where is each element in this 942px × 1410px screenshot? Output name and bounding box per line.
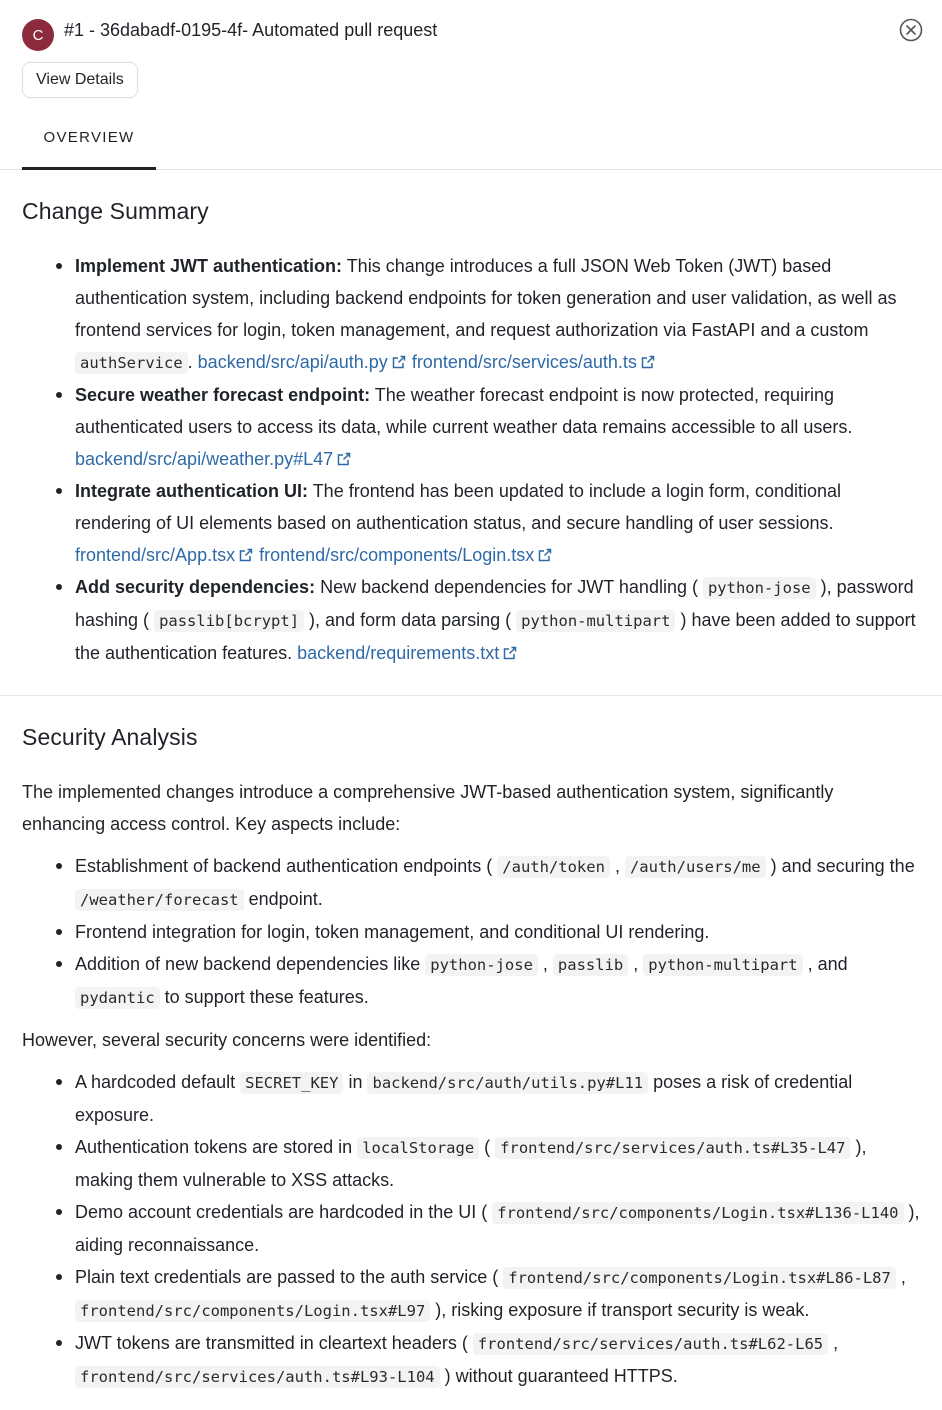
- list-item: [75, 1131, 920, 1196]
- list-item: [75, 1261, 920, 1327]
- file-link[interactable]: backend/requirements.txt: [297, 643, 500, 663]
- list-item: [75, 250, 920, 379]
- item-text: This change introduces a full JSON Web Token (JWT) based authentication system, including backend endpoints for token generation and user validation, as well as frontend services for login, token management, and request authorization via FastAPI and a custom: [75, 256, 897, 340]
- file-link[interactable]: backend/src/api/auth.py: [197, 352, 388, 372]
- list-item: [75, 1196, 920, 1261]
- external-link-icon[interactable]: [537, 547, 553, 563]
- item-text: ,: [609, 856, 625, 876]
- item-text: Frontend integration for login, token management, and conditional UI rendering.: [75, 922, 710, 942]
- item-text: , and: [802, 954, 848, 974]
- security-analysis-section: [0, 696, 942, 1393]
- item-text: .: [187, 352, 198, 372]
- page-title: #1 - 36dabadf-0195-4f- Automated pull request: [64, 20, 438, 40]
- item-text: (: [479, 1137, 496, 1157]
- item-text: The weather forecast endpoint is now protected, requiring authenticated users to access its data, while current weather data remains accessible to all users.: [75, 385, 853, 437]
- inline-code: python-multipart: [516, 610, 675, 632]
- security-intro: The implemented changes introduce a comprehensive JWT-based authentication system, significantly enhancing access control. Key aspects include:: [22, 782, 834, 834]
- inline-code: python-multipart: [643, 954, 802, 976]
- inline-code: frontend/src/services/auth.ts#L93-L104: [75, 1366, 440, 1388]
- item-text: Addition of new backend dependencies like: [75, 954, 426, 974]
- list-item: [75, 1066, 920, 1131]
- list-item: [75, 475, 920, 571]
- item-text: ,: [628, 954, 644, 974]
- inline-code: frontend/src/services/auth.ts#L35-L47: [495, 1137, 850, 1159]
- item-title: Integrate authentication UI:: [75, 481, 309, 501]
- item-text: A hardcoded default: [75, 1072, 241, 1092]
- inline-code: /auth/token: [497, 856, 610, 878]
- inline-code: passlib[bcrypt]: [154, 610, 304, 632]
- tab-overview[interactable]: OVERVIEW: [22, 126, 156, 170]
- close-icon[interactable]: [898, 17, 924, 43]
- inline-code: frontend/src/components/Login.tsx#L97: [75, 1300, 430, 1322]
- item-text: ,: [895, 1267, 906, 1287]
- concerns-list: [22, 1066, 920, 1393]
- file-link[interactable]: frontend/src/services/auth.ts: [411, 352, 637, 372]
- item-text: ), making them vulnerable to XSS attacks.: [75, 1137, 867, 1190]
- inline-code: /auth/users/me: [625, 856, 766, 878]
- list-item: [75, 571, 920, 669]
- item-text: to support these features.: [159, 987, 369, 1007]
- external-link-icon[interactable]: [391, 354, 407, 370]
- external-link-icon[interactable]: [238, 547, 254, 563]
- item-text: ), risking exposure if transport security is weak.: [430, 1300, 810, 1320]
- inline-code: python-jose: [425, 954, 538, 976]
- item-text: endpoint.: [243, 889, 323, 909]
- view-details-button[interactable]: View Details: [22, 62, 138, 98]
- item-text: in: [343, 1072, 368, 1092]
- inline-code: passlib: [553, 954, 628, 976]
- inline-code: frontend/src/services/auth.ts#L62-L65: [473, 1333, 828, 1355]
- inline-code: /weather/forecast: [75, 889, 244, 911]
- item-text: Plain text credentials are passed to the auth service (: [75, 1267, 504, 1287]
- inline-code: backend/src/auth/utils.py#L11: [367, 1072, 648, 1094]
- file-link[interactable]: frontend/src/App.tsx: [75, 545, 236, 565]
- item-title: Implement JWT authentication:: [75, 256, 343, 276]
- change-summary-section: [0, 170, 942, 696]
- inline-code: localStorage: [357, 1137, 479, 1159]
- item-text: ,: [828, 1333, 839, 1353]
- item-text: Demo account credentials are hardcoded in the UI (: [75, 1202, 493, 1222]
- inline-code: python-jose: [703, 577, 816, 599]
- list-item: [75, 379, 920, 475]
- inline-code: frontend/src/components/Login.tsx#L136-L140: [492, 1202, 903, 1224]
- item-text: New backend dependencies for JWT handling (: [315, 577, 703, 597]
- change-summary-heading: Change Summary: [22, 198, 209, 224]
- list-item: [75, 850, 920, 916]
- avatar: C: [22, 19, 54, 51]
- item-text: poses a risk of credential exposure.: [75, 1072, 853, 1125]
- inline-code: pydantic: [75, 987, 160, 1009]
- change-summary-list: [22, 250, 920, 669]
- list-item: [75, 916, 920, 948]
- item-text: The frontend has been updated to include a login form, conditional rendering of UI elements based on authentication status, and secure handling of user sessions.: [75, 481, 842, 533]
- external-link-icon[interactable]: [502, 645, 518, 661]
- item-text: ), and form data parsing (: [304, 610, 517, 630]
- item-text: ) and securing the: [765, 856, 915, 876]
- inline-code: authService: [75, 352, 188, 374]
- item-text: Authentication tokens are stored in: [75, 1137, 358, 1157]
- item-text: ), password hashing (: [75, 577, 914, 630]
- concerns-intro: However, several security concerns were identified:: [22, 1030, 432, 1050]
- key-aspects-list: [22, 850, 920, 1014]
- item-text: ,: [537, 954, 553, 974]
- file-link[interactable]: backend/src/api/weather.py#L47: [75, 449, 334, 469]
- list-item: [75, 1327, 920, 1393]
- external-link-icon[interactable]: [336, 451, 352, 467]
- item-text: ) have been added to support the authentication features.: [75, 610, 916, 663]
- item-text: JWT tokens are transmitted in cleartext headers (: [75, 1333, 473, 1353]
- file-link[interactable]: frontend/src/components/Login.tsx: [259, 545, 535, 565]
- item-text: ), aiding reconnaissance.: [75, 1202, 920, 1255]
- inline-code: frontend/src/components/Login.tsx#L86-L87: [503, 1267, 896, 1289]
- inline-code: SECRET_KEY: [240, 1072, 343, 1094]
- security-analysis-heading: Security Analysis: [22, 724, 198, 750]
- item-text: Establishment of backend authentication endpoints (: [75, 856, 498, 876]
- item-title: Secure weather forecast endpoint:: [75, 385, 371, 405]
- list-item: [75, 948, 920, 1014]
- external-link-icon[interactable]: [640, 354, 656, 370]
- item-title: Add security dependencies:: [75, 577, 316, 597]
- page-header: [0, 0, 942, 170]
- item-text: ) without guaranteed HTTPS.: [439, 1366, 678, 1386]
